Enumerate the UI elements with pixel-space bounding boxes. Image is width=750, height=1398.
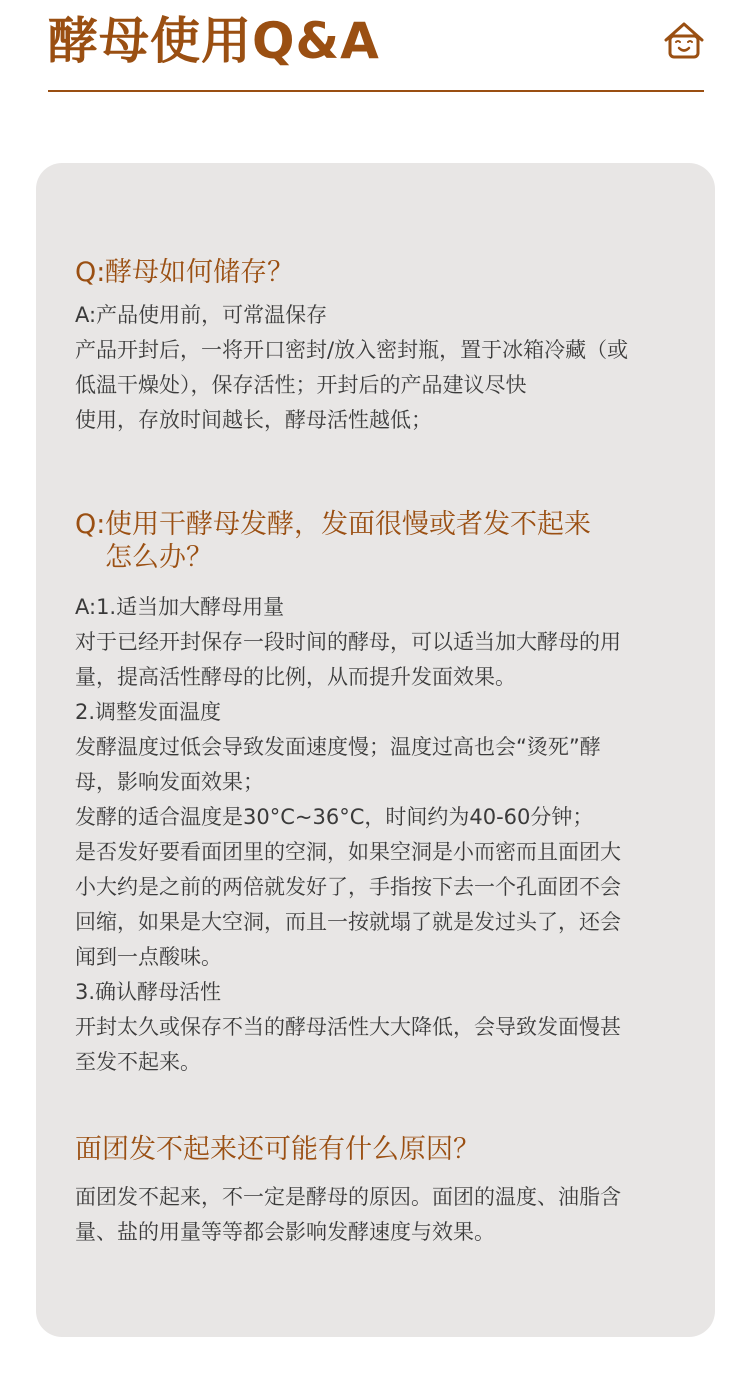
answer-line: 小大约是之前的两倍就发好了，手指按下去一个孔面团不会 — [75, 875, 621, 899]
answer-line: 面团发不起来，不一定是酵母的原因。面团的温度、油脂含 — [75, 1185, 621, 1209]
answer-line: 发酵的适合温度是30°C~36°C，时间约为40-60分钟； — [75, 805, 594, 829]
answer-line: 至发不起来。 — [75, 1050, 201, 1074]
answer-line: 量，提高活性酵母的比例，从而提升发面效果。 — [75, 665, 516, 689]
question-text-cont: 怎么办？ — [105, 542, 213, 573]
answer-line: 3.确认酵母活性 — [75, 980, 222, 1004]
question-heading: 面团发不起来还可能有什么原因？ — [75, 1134, 480, 1165]
answer-line: 2.调整发面温度 — [75, 700, 222, 724]
answer-line: 产品开封后，一将开口密封/放入密封瓶，置于冰箱冷藏（或 — [75, 338, 629, 362]
qa-section-other-causes — [75, 1133, 685, 1250]
answer-line: 低温干燥处），保存活性；开封后的产品建议尽快 — [75, 373, 527, 397]
house-smile-icon — [662, 20, 706, 60]
answer-line: 对于已经开封保存一段时间的酵母，可以适当加大酵母的用 — [75, 630, 621, 654]
question-heading — [75, 508, 685, 574]
answer-line: A:1.适当加大酵母用量 — [75, 595, 285, 619]
question-text: 使用干酵母发酵，发面很慢或者发不起来 — [105, 509, 591, 540]
answer-line: 是否发好要看面团里的空洞，如果空洞是小而密而且面团大 — [75, 840, 621, 864]
answer-line: 发酵温度过低会导致发面速度慢；温度过高也会“烫死”酵 — [75, 735, 601, 759]
answer-line: 母，影响发面效果； — [75, 770, 264, 794]
question-text: 酵母如何储存？ — [105, 257, 294, 288]
answer-line: 量、盐的用量等等都会影响发酵速度与效果。 — [75, 1220, 495, 1244]
qa-section-storage — [75, 256, 685, 438]
answer-line: A:产品使用前，可常温保存 — [75, 303, 328, 327]
answer-line: 回缩，如果是大空洞，而且一按就塌了就是发过头了，还会 — [75, 910, 621, 934]
answer-line: 闻到一点酸味。 — [75, 945, 222, 969]
question-prefix: Q: — [75, 257, 106, 288]
title-divider — [48, 90, 704, 92]
qa-section-slow-rise — [75, 508, 685, 1080]
question-prefix: Q: — [75, 509, 106, 540]
answer-line: 使用，存放时间越长，酵母活性越低； — [75, 408, 432, 432]
answer-line: 开封太久或保存不当的酵母活性大大降低，会导致发面慢甚 — [75, 1015, 621, 1039]
page-title: 酵母使用Q&A — [48, 12, 380, 70]
question-heading — [75, 256, 685, 289]
